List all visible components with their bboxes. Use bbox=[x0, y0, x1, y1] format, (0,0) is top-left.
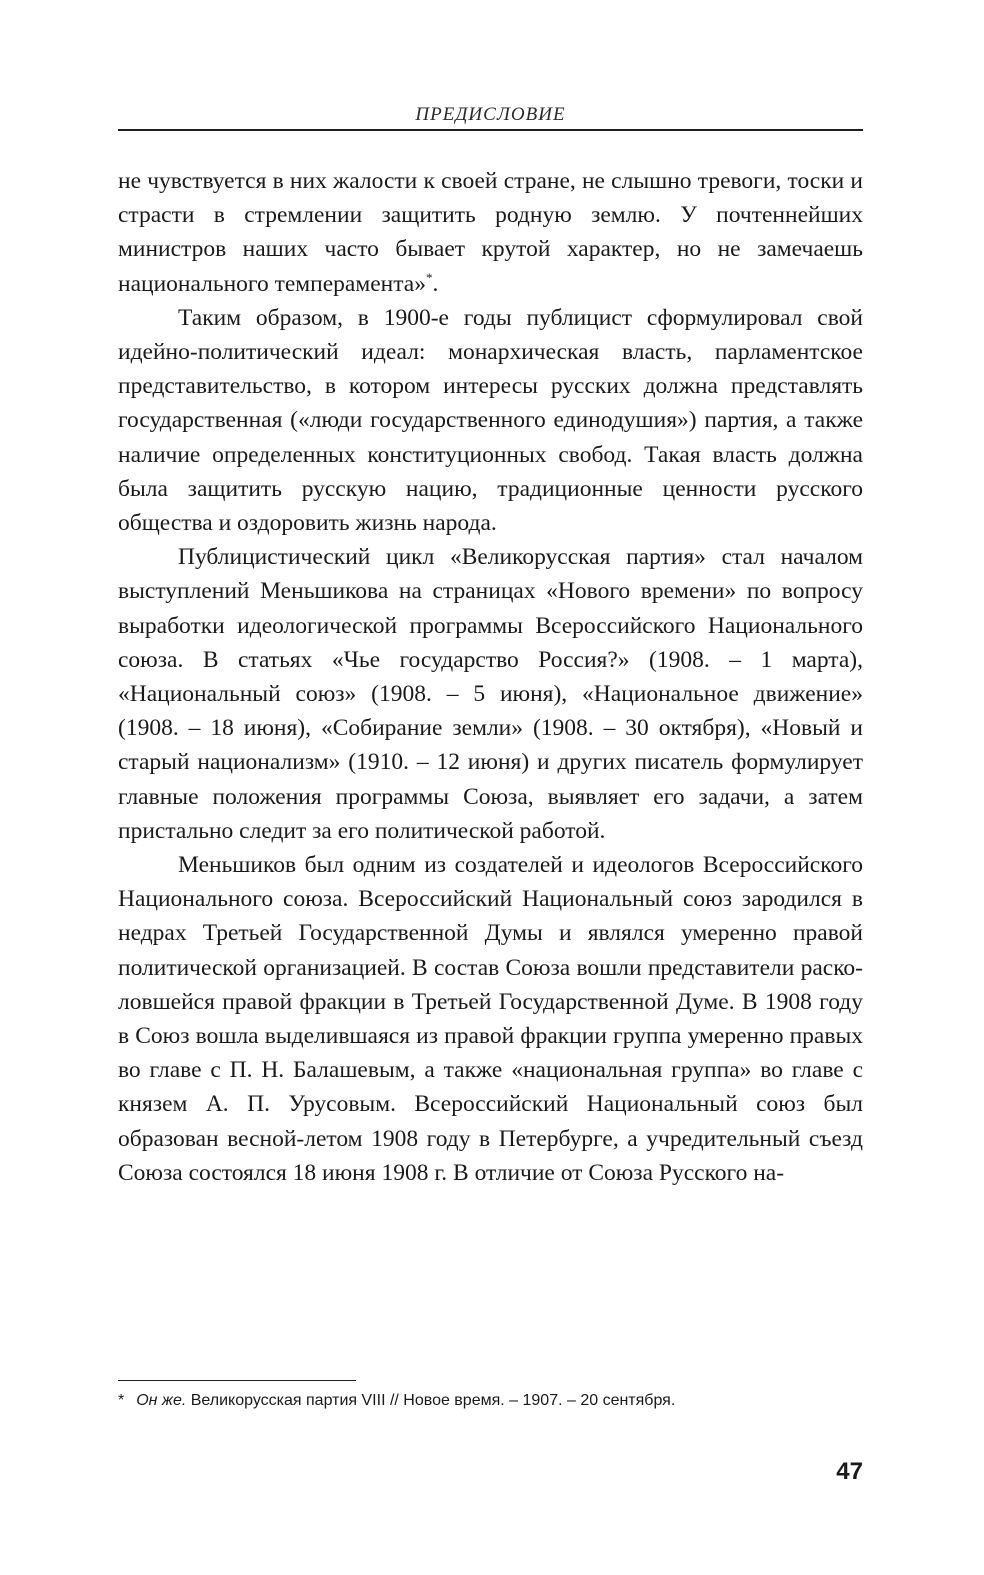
footnote-reference[interactable]: * bbox=[425, 269, 433, 285]
paragraph-1 bbox=[118, 164, 863, 301]
page-number: 47 bbox=[836, 1458, 863, 1485]
footnote-rule bbox=[118, 1380, 356, 1381]
header-rule bbox=[118, 129, 863, 131]
paragraph-3: Публицистический цикл «Великорусская партия» стал началом выступлений Меньшикова на страницах «Нового времени» по вопросу выработки идеологической программы Всероссийского Национального союза. В статьях «Чье государство Россия?» (1908. – 1 марта), «Национальный союз» (1908. – 5 июня), «Национальное движение» (1908. – 18 июня), «Собирание земли» (1908. – 30 октября), «Новый и старый национализм» (1910. – 12 июня) и других писатель формулирует главные положения программы Союза, выявляет его задачи, а затем пристально следит за его политической работой. bbox=[118, 544, 863, 844]
paragraph-text: не чувствуется в них жалости к своей стране, не слышно тревоги, тоски и страсти в стремлении защитить родную землю. У почтеннейших министров наших часто бывает крутой характер, но не замечаешь национального темперамента» bbox=[118, 168, 863, 297]
paragraph-4: Меньшиков был одним из создателей и идеологов Всероссийского Национального союза. Всероссийский Национальный союз зародился в недрах Третьей Государственной Думы и являлся умеренно правой политической организацией. В состав Союза вошли представители расколовшейся правой фракции в Третьей Государственной Думе. В 1908 году в Союз вошла выделившаяся из правой фракции группа умеренно правых во главе с П. Н. Балашевым, а также «национальная группа» во главе с князем А. П. Урусовым. Всероссийский Национальный союз был образован весной-летом 1908 году в Петербурге, а учредительный съезд Союза состоялся 18 июня 1908 г. В отличие от Союза Русского на- bbox=[118, 852, 863, 1186]
paragraph-end-punctuation: . bbox=[432, 270, 439, 297]
footnote-author: Он же. bbox=[136, 1392, 187, 1409]
footnote-marker: * bbox=[118, 1392, 125, 1409]
body-text bbox=[118, 164, 863, 1190]
running-head: ПРЕДИСЛОВИЕ bbox=[415, 104, 566, 125]
footnote-text: Великорусская партия VIII // Новое время. – 1907. – 20 сентября. bbox=[186, 1392, 676, 1409]
footnote bbox=[118, 1390, 863, 1412]
paragraph-2: Таким образом, в 1900-е годы публицист сформулировал свой идейно-политический идеал: монархическая власть, парламентское представительство, в котором интересы русских должна представлять государственная («люди государственного единодушия») партия, а также наличие определенных конституционных свобод. Такая власть должна была защитить русскую нацию, традиционные ценности русского общества и оздоровить жизнь народа. bbox=[118, 304, 863, 537]
